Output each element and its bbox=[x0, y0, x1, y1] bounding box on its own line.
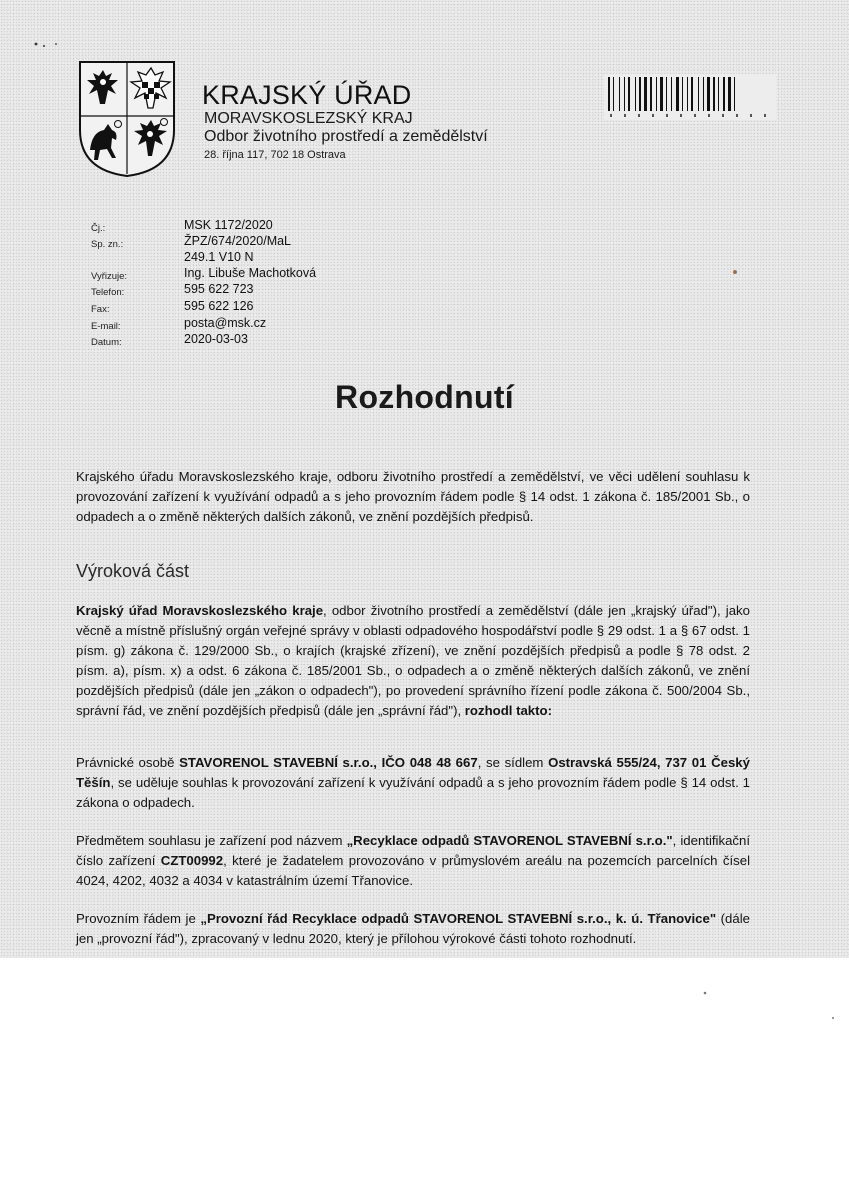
barcode-icon bbox=[604, 74, 776, 120]
phone-value: 595 622 723 bbox=[184, 282, 254, 296]
facility-text-2: , identifikační číslo zařízení bbox=[76, 833, 750, 868]
file-number-value: ŽPZ/674/2020/MaL bbox=[184, 234, 292, 248]
intro-paragraph: Krajského úřadu Moravskoslezského kraje, odboru životního prostředí a zemědělství, ve věci udělení souhlasu k provozování zařízení k využívání odpadů a s jeho provozním řádem podle § 14 odst. 1 zákona č. 185/2001 Sb., o odpadech a o změně některých dalších zákonů, ve znění pozdějších předpisů. bbox=[76, 469, 750, 524]
email-value: posta@msk.cz bbox=[184, 316, 267, 330]
consent-text-3: , se uděluje souhlas k provozování zařízení k využívání odpadů a s jeho provozním řádem podle § 14 odst. 1 zákona o odpadech. bbox=[76, 775, 750, 810]
facility-text-3: , které je žadatelem provozováno v průmyslovém areálu na pozemcích parcelních čísel 4024, 4202, 4032 a 4034 v katastrálním území Třanovice. bbox=[76, 853, 750, 888]
facility-paragraph bbox=[76, 831, 750, 891]
department-name: Odbor životního prostředí a zemědělství bbox=[204, 128, 488, 145]
consent-text-1: Právnické osobě bbox=[76, 755, 180, 770]
facility-name: „Recyklace odpadů STAVORENOL STAVEBNÍ s.r.o." bbox=[346, 833, 673, 848]
email-label: E-mail: bbox=[91, 321, 121, 332]
region-name: MORAVSKOSLEZSKÝ KRAJ bbox=[204, 110, 413, 127]
fax-label: Fax: bbox=[91, 304, 110, 315]
decision-conclusion: rozhodl takto: bbox=[464, 703, 552, 718]
decision-paragraph bbox=[76, 601, 750, 721]
handled-by-value: Ing. Libuše Machotková bbox=[184, 266, 317, 280]
section-heading: Výroková část bbox=[76, 561, 190, 581]
ref-number-value: MSK 1172/2020 bbox=[184, 218, 273, 232]
fax-value: 595 622 126 bbox=[184, 299, 254, 313]
authority-name: KRAJSKÝ ÚŘAD bbox=[202, 80, 412, 110]
authority-address: 28. října 117, 702 18 Ostrava bbox=[204, 149, 346, 161]
ref-number-label: Čj.: bbox=[91, 223, 106, 234]
date-value: 2020-03-03 bbox=[184, 332, 248, 346]
decision-authority: Krajský úřad Moravskoslezského kraje bbox=[76, 603, 324, 618]
facility-id: CZT00992 bbox=[160, 853, 224, 868]
coat-of-arms-icon bbox=[78, 60, 176, 178]
file-number-label: Sp. zn.: bbox=[91, 239, 124, 250]
document-title: Rozhodnutí bbox=[335, 379, 514, 415]
date-label: Datum: bbox=[91, 337, 122, 348]
consent-text-2: , se sídlem bbox=[477, 755, 549, 770]
company-name: STAVORENOL STAVEBNÍ s.r.o., IČO 048 48 667 bbox=[179, 755, 478, 770]
rules-name: „Provozní řád Recyklace odpadů STAVORENOL STAVEBNÍ s.r.o., k. ú. Třanovice" bbox=[200, 911, 717, 926]
handled-by-label: Vyřizuje: bbox=[91, 271, 128, 282]
file-number-code: 249.1 V10 N bbox=[184, 250, 254, 264]
phone-label: Telefon: bbox=[91, 287, 125, 298]
rules-text-2: (dále jen „provozní řád"), zpracovaný v lednu 2020, který je přílohou výrokové části tohoto rozhodnutí. bbox=[76, 911, 750, 946]
consent-paragraph bbox=[76, 753, 750, 813]
company-address: Ostravská 555/24, 737 01 Český Těšín bbox=[76, 755, 750, 790]
decision-text: , odbor životního prostředí a zemědělství (dále jen „krajský úřad"), jako věcně a místně příslušný orgán veřejné správy v oblasti odpadového hospodářství podle § 29 odst. 1 a § 67 odst. 1 písm. g) zákona č. 129/2000 Sb., o krajích (krajské zřízení), ve znění pozdějších předpisů a podle § 78 odst. 2 písm. a), písm. x) a odst. 6 zákona č. 185/2001 Sb., o odpadech a o změně některých dalších zákonů, ve znění pozdějších předpisů (dále jen „zákon o odpadech"), po provedení správního řízení podle zákona č. 500/2004 Sb., správní řád, ve znění pozdějších předpisů (dále jen „správní řád"), bbox=[76, 603, 750, 718]
operating-rules-paragraph bbox=[76, 909, 750, 949]
facility-text-1: Předmětem souhlasu je zařízení pod názvem bbox=[76, 833, 347, 848]
rules-text-1: Provozním řádem je bbox=[76, 911, 201, 926]
